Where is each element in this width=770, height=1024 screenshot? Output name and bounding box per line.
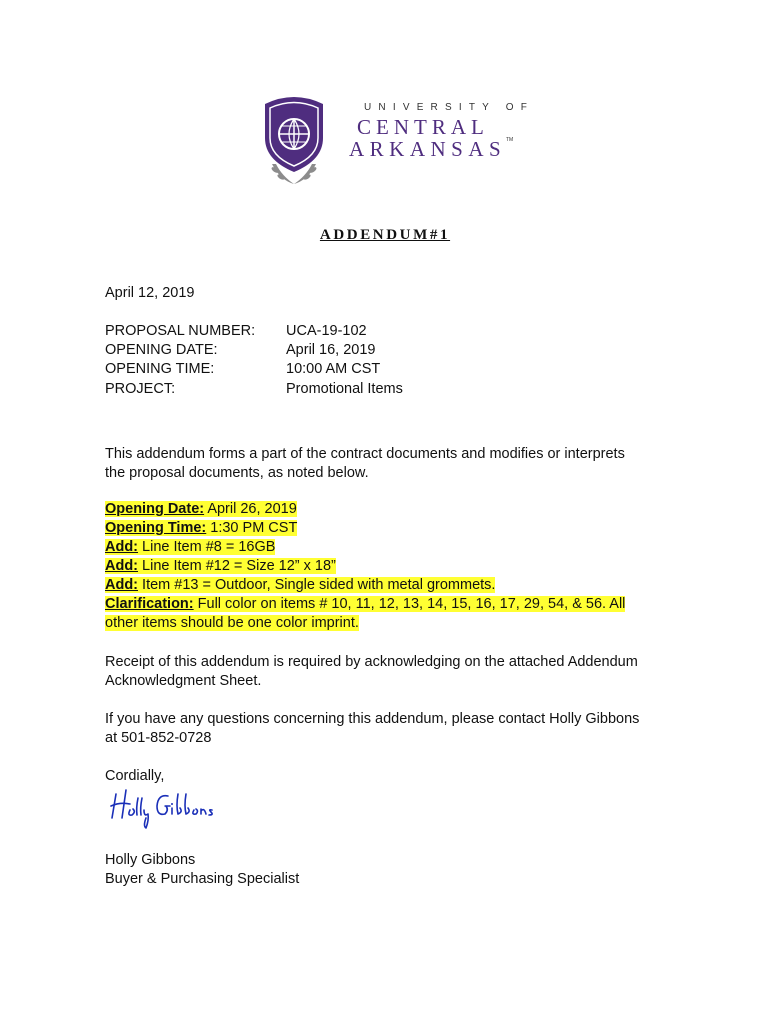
logo-university-of: UNIVERSITY OF	[364, 102, 535, 113]
change-item	[105, 614, 359, 634]
change-key: Add:	[105, 577, 139, 593]
change-key: Opening Date:	[105, 501, 205, 517]
change-item	[105, 576, 495, 596]
project-label: PROJECT:	[105, 381, 176, 397]
project-value: Promotional Items	[286, 381, 403, 397]
change-item	[105, 538, 275, 558]
signature-text: Holly Gibbons	[108, 784, 115, 785]
opening-time-label: OPENING TIME:	[105, 361, 215, 377]
signature	[108, 784, 238, 832]
signer-title: Buyer & Purchasing Specialist	[105, 871, 300, 887]
change-text: Full color on items # 10, 11, 12, 13, 14, 15, 16, 17, 29, 54, & 56. All	[193, 596, 626, 612]
change-text: Line Item #12 = Size 12” x 18”	[138, 558, 336, 574]
opening-time-value: 10:00 AM CST	[286, 361, 381, 377]
questions-line: If you have any questions concerning this addendum, please contact Holly Gibbons	[105, 711, 640, 727]
change-text: Item #13 = Outdoor, Single sided with metal grommets.	[138, 577, 496, 593]
shield-icon	[265, 97, 323, 172]
letter-date: April 12, 2019	[105, 285, 195, 301]
change-item	[105, 595, 625, 615]
receipt-line: Acknowledgment Sheet.	[105, 673, 262, 689]
opening-date-label: OPENING DATE:	[105, 342, 218, 358]
closing: Cordially,	[105, 768, 165, 784]
logo-central: CENTRAL	[357, 115, 489, 139]
change-item	[105, 500, 297, 520]
intro-line: This addendum forms a part of the contract documents and modifies or interprets	[105, 446, 625, 462]
change-item	[105, 557, 336, 577]
questions-line: at 501-852-0728	[105, 730, 212, 746]
document-title: ADDENDUM#1	[319, 227, 451, 243]
change-key: Add:	[105, 558, 139, 574]
change-text: 1:30 PM CST	[206, 520, 298, 536]
change-item	[105, 519, 297, 539]
logo-arkansas: ARKANSAS	[349, 137, 507, 161]
change-key: Opening Time:	[105, 520, 207, 536]
change-key: Add:	[105, 539, 139, 555]
change-text: Line Item #8 = 16GB	[138, 539, 276, 555]
logo-trademark: TM	[506, 137, 514, 143]
proposal-number-value: UCA-19-102	[286, 323, 367, 339]
change-key: Clarification:	[105, 596, 194, 612]
opening-date-value: April 16, 2019	[286, 342, 376, 358]
signer-name: Holly Gibbons	[105, 852, 196, 868]
proposal-number-label: PROPOSAL NUMBER:	[105, 323, 256, 339]
change-text: other items should be one color imprint.	[105, 615, 359, 631]
intro-line: the proposal documents, as noted below.	[105, 465, 369, 481]
change-text: April 26, 2019	[204, 501, 297, 517]
receipt-line: Receipt of this addendum is required by acknowledging on the attached Addendum	[105, 654, 638, 670]
